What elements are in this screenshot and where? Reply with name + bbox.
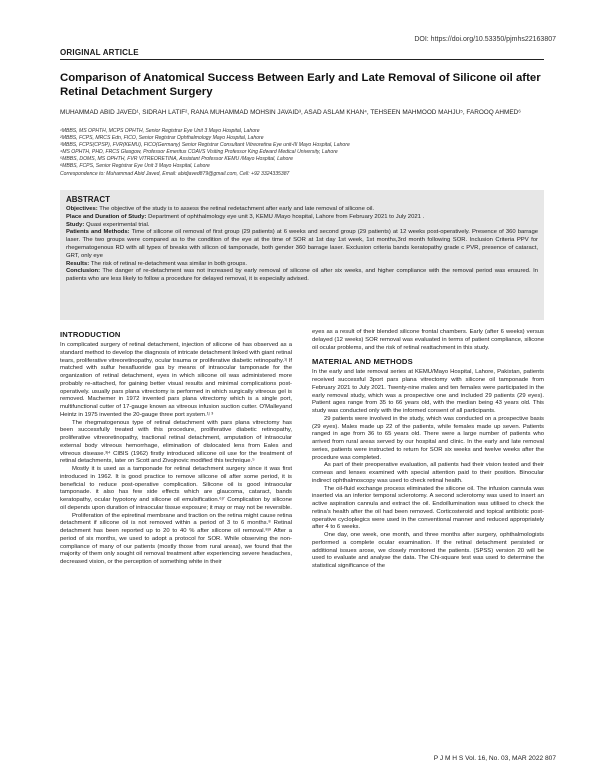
abstract-label: Patients and Methods: [66, 229, 130, 236]
left-column [60, 329, 292, 567]
body-paragraph: Proliferation of the epiretinal membrane and traction on the retina might cause retina detachment if silicone oil is not removed within a period of 3 to 6 months.⁸ Retinal detachment has been reported up to 20 to 40 % after silicone oil removal.⁸ʲ⁹ After a period of six months, we used to adopt a protocol for SOR. While observing the non-compliance of many of our patients (mostly those from rural areas), we found that the majority of them only sought oil removal treatment after experiencing severe headaches, decreased vision, or the perception of something white in their [60, 512, 292, 565]
body-paragraph: The rhegmatogenous type of retinal detachment with pars plana vitrectomy has been successfully treated with this procedure, proliferative diabetic retinopathy, proliferative vitreoretinopathy, tractional retinal detachment, amputation of intraocular external body vitreous hemorrhage, elimination of dislocated lens from Eales and vitreous disease.³ʲ⁴ CIBIS (1962) firstly introduced silicone oil use for the treatment of retinal detachments, later on Scott and Zivojnovic modified this technique.⁵ [60, 419, 292, 465]
abstract-objectives [66, 206, 538, 214]
abstract-label: Conclusion: [66, 268, 101, 275]
abstract-label: Study: [66, 221, 85, 228]
abstract-text: The objective of the study is to assess the retinal redetachment after early and late removal of silicone oil. [99, 206, 375, 212]
body-paragraph: As part of their preoperative evaluation, all patients had their vision tested and their corneas and lenses examined with special attention paid to their position. Binocular indirect ophthalmoscopy was used to check retinal health. [312, 462, 544, 484]
body-paragraph: 29 patients were involved in the study, which was conducted on a prospective basis (29 eyes). Males made up 22 of the patients, while females made up seven. Patients ranged in age from 36 to 65 years old. There were a large number of patients who arrived from rural areas served by our hospital and clinic. In the early and late removal series, patients were instructed to return for SOR six weeks and twelve weeks after the procedure was completed. [312, 415, 544, 461]
affiliation-line: ⁵MBBS, DOMS, MS OPHTH, FVR VITREORETINA, Assistant Professor KEMU /Mayo Hospital, Lahore [60, 156, 293, 163]
affiliation-line: ⁴MS OPHTH, PHD, FRCS Glasgow, Professor Emeritus COAVS Visiting Professor King Edward Medical University, Lahore [60, 149, 338, 156]
article-title: Comparison of Anatomical Success Between Early and Late Removal of Silicone oil after Retinal Detachment Surgery [60, 72, 541, 98]
journal-footer: P J M H S Vol. 16, No. 03, MAR 2022 807 [433, 755, 556, 762]
affiliations [60, 128, 544, 178]
abstract-study [66, 222, 538, 230]
abstract-text: The risk of retinal re-detachment was similar in both groups. [90, 260, 247, 267]
header-divider [60, 59, 544, 60]
body-paragraph: The oil-fluid exchange process eliminated the silicone oil. The infusion cannula was inserted via an inferior temporal sclerotomy. A second sclerotomy was used to insert an active aspiration cannula and extract the oil. Endoillumination was utilised to check the retina's health after the oil had been removed. Corticosteroid and topical antibiotic post-operative cycloplegics were used in the conventional manner and reduced appropriately after 4 to 6 weeks. [312, 485, 544, 531]
abstract-label: Place and Duration of Study: [66, 213, 147, 220]
body-paragraph: Mostly it is used as a tamponade for retinal detachment surgery since it was first introduced in 1962. It is good practice to remove silicone oil after some period, it is beneficial to reduce post-operative complication. Silicone oil is good intraocular tamponade. it also has few side effects which are glaucoma, cataract, bands keratopathy, ocular hypotony and silicone oil emulsification.⁶ʲ⁷ Complication by silicone oil depends upon duration of intraocular tissue exposure; it may or may not be reversible. [60, 466, 292, 511]
abstract-text: Department of ophthalmology eye unit 3, KEMU /Mayo hospital, Lahore from February 2021 to July 2021 . [148, 213, 425, 220]
affiliation-line: ²MBBS, FCPS, MRCS Edn, FICO, Senior Registrar Ophthalmology Mayo Hospital, Lahore [60, 135, 264, 142]
author-list: MUHAMMAD ABID JAVED¹, SIDRAH LATIF², RANA MUHAMMAD MOHSIN JAVAID³, ASAD ASLAM KHAN⁴, TEHSEEN MAHMOOD MAHJU⁵, FAROOQ AHMED⁶ [60, 109, 521, 116]
body-paragraph: In complicated surgery of retinal detachment, injection of silicone oil has observed as a standard method to develop the diagnosis of intricate detachment linked with giant retinal tears, proliferative vitreoretinopathy, ocular trauma or proliferative diabetic retinopathy.¹ʲ If matched with sulfur hexafluoride gas by means of intraocular tamponade for the organization of retinal detachment, eyes in which silicone oil was administered more probably re-attached, for gaining better visual results and minimal complications post-operatively. usually pars plana vitrectomy is performed in which surgically vitreous gel is removed. Machemer in 1972 invented pars plana vitrectomy which is a single port, multifunctional cutter of 17-gauge known as vitreous infusion suction cutter. O'Malleyand Heintz in 1975 invented the 20-gauge three port system.¹ʲ ³ [60, 342, 292, 418]
right-column [312, 329, 544, 571]
introduction-heading: INTRODUCTION [60, 330, 121, 339]
affiliation-line: ³MBBS, FCPS(CPSP), FVR(KEMU), FICO(Germany) Senior Registrar Consultant Vitreoretina Eye unit-III Mayo Hospital, Lahore [60, 142, 350, 149]
methods-heading: MATERIAL AND METHODS [312, 357, 413, 367]
body-paragraph: eyes as a result of their blended silicone frontal chambers. Early (after 6 weeks) versus delayed (12 weeks) SOR removal was evaluated in terms of patient compliance, silicone oil ocular problems, and the risk of retinal reattachment in this study. [312, 329, 544, 351]
article-type-label: ORIGINAL ARTICLE [60, 48, 139, 57]
abstract-place [66, 214, 538, 222]
abstract-conclusion [66, 268, 538, 284]
affiliation-line: ⁶MBBS, FCPS, Senior Registrar Eye Unit 3 Mayo Hospital, Lahore [60, 163, 210, 170]
abstract-box [60, 190, 544, 320]
abstract-heading: ABSTRACT [66, 195, 110, 204]
body-paragraph: One day, one week, one month, and three months after surgery, ophthalmologists performed a complete ocular examination. If the retinal detachment persisted or additional issues arose, we closely monitored the patients. (SPSS) version 20 will be used to evaluate and analyse the data. The Chi-square test was used to determine the statistical significance of the [312, 532, 544, 569]
body-paragraph: In the early and late removal series at KEMU/Mayo Hospital, Lahore, Pakistan, patients received successful 3port pars plana vitrectomy with silicone oil tamponade from February 2021 to July 2021. Twenty-nine males and ten females were participated in the early removal study, which was a prospective one and included 29 patients (29 eyes). Patient ages range from 35 to 66 years old, with the median being 43 years old. This study was conducted only with the informed consent of all participants. [312, 369, 544, 414]
affiliation-line: ¹MBBS, MS OPHTH, MCPS OPHTH, Senior Registrar Eye Unit 3 Mayo Hospital, Lahore [60, 128, 260, 134]
abstract-text: The danger of re-detachment was not increased by early removal of silicone oil after six weeks, and higher compliance with the removal period was ensured. In patients who are less likely to follow a procedure for delayed removal, it is especially advised. [66, 268, 538, 283]
abstract-results [66, 261, 538, 269]
abstract-methods [66, 229, 538, 260]
correspondence-line: Correspondence to: Muhammad Abid Javed, Email: abidjaved879@gmail.com, Cell: +92 3324335387 [60, 170, 290, 177]
abstract-text: Quasi experimental trial. [85, 221, 150, 228]
abstract-label: Objectives: [66, 206, 98, 212]
abstract-text: Time of silicone oil removal of first group (29 patients) at 6 weeks and second group (29 patients) at 12 weeks post-operatively. Presence of 360 barrage laser. The two groups were compared as to the condition of the eye at the time of SOR at 1st day 1st week, 1st months,3rd month following SOR. Inclusion Criteria PPV for rhegematogenous RD with all types of breaks with silicon oil tamponade, both gender 360 barrage laser. Exclusion criteria bands keratopathy grade c PVR, presence of cataract, GRT, only eye [66, 229, 539, 259]
doi-link[interactable]: DOI: https://doi.org/10.53350/pjmhs22163807 [414, 36, 556, 43]
abstract-label: Results: [66, 260, 90, 267]
